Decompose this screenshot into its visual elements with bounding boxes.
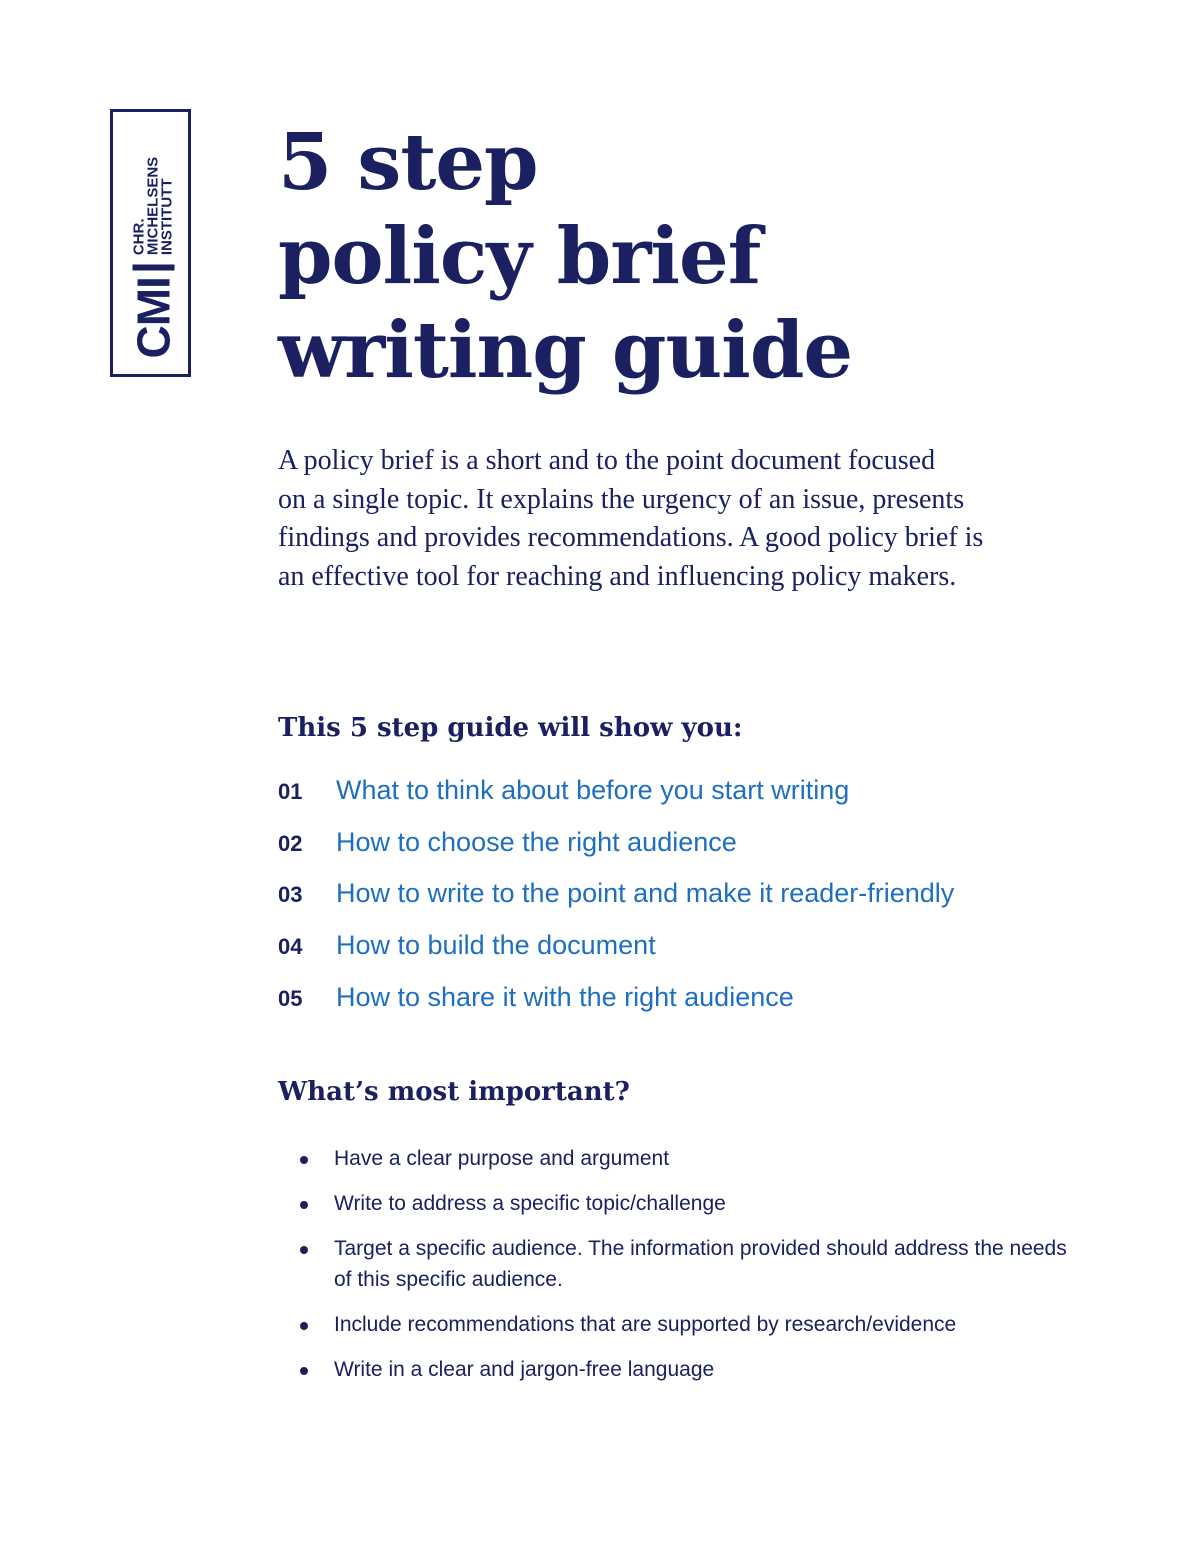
step-item[interactable] xyxy=(278,775,954,827)
step-item[interactable] xyxy=(278,827,954,879)
page-title xyxy=(278,116,852,398)
step-number: 03 xyxy=(278,882,303,908)
step-item[interactable] xyxy=(278,982,954,1034)
list-item xyxy=(300,1354,1090,1385)
logo-divider xyxy=(132,264,174,270)
bullet-icon xyxy=(300,1322,308,1330)
list-item-text: Write in a clear and jargon-free language xyxy=(334,1358,715,1381)
list-item-text: Target a specific audience. The information provided should address the needs of this specific audience. xyxy=(334,1237,1067,1291)
list-item xyxy=(300,1143,1090,1174)
bullet-icon xyxy=(300,1156,308,1164)
step-item[interactable] xyxy=(278,930,954,982)
guide-heading: This 5 step guide will show you: xyxy=(278,713,743,743)
important-list xyxy=(300,1143,1090,1399)
step-link[interactable]: How to build the document xyxy=(336,930,656,961)
cmi-logo xyxy=(110,109,191,377)
logo-wordmark xyxy=(132,156,174,254)
important-heading: What’s most important? xyxy=(278,1077,630,1107)
step-item[interactable] xyxy=(278,878,954,930)
step-link[interactable]: What to think about before you start writing xyxy=(336,775,850,805)
bullet-icon xyxy=(300,1201,308,1209)
intro-line: an effective tool for reaching and influencing policy makers. xyxy=(278,560,957,592)
logo-mark: CMI xyxy=(127,276,179,358)
step-number: 04 xyxy=(278,934,303,960)
step-link[interactable]: How to choose the right audience xyxy=(336,826,737,857)
list-item xyxy=(300,1309,1090,1340)
intro-paragraph xyxy=(278,442,1098,596)
step-number: 05 xyxy=(278,985,303,1011)
list-item-text: Have a clear purpose and argument xyxy=(334,1147,670,1170)
step-link[interactable]: How to write to the point and make it reader-friendly xyxy=(336,878,955,909)
step-number: 01 xyxy=(278,779,303,804)
title-line: writing guide xyxy=(278,305,852,396)
intro-line: A policy brief is a short and to the point document focused xyxy=(278,445,936,476)
cmi-logo-content xyxy=(113,112,194,380)
title-line: 5 step xyxy=(278,117,538,208)
logo-word: MICHELSENS xyxy=(144,156,161,255)
title-line: policy brief xyxy=(278,211,761,302)
list-item-text: Write to address a specific topic/challenge xyxy=(334,1192,726,1215)
list-item-text: Include recommendations that are supported by research/evidence xyxy=(334,1313,957,1336)
list-item xyxy=(300,1233,1090,1295)
intro-line: findings and provides recommendations. A good policy brief is xyxy=(278,522,984,553)
bullet-icon xyxy=(300,1367,308,1375)
step-link[interactable]: How to share it with the right audience xyxy=(336,981,794,1012)
bullet-icon xyxy=(300,1246,308,1254)
list-item xyxy=(300,1188,1090,1219)
logo-word: CHR. xyxy=(130,218,147,255)
logo-word: INSTITUTT xyxy=(158,178,175,255)
step-number: 02 xyxy=(278,830,303,856)
steps-list xyxy=(278,775,954,1033)
intro-line: on a single topic. It explains the urgency of an issue, presents xyxy=(278,483,965,515)
